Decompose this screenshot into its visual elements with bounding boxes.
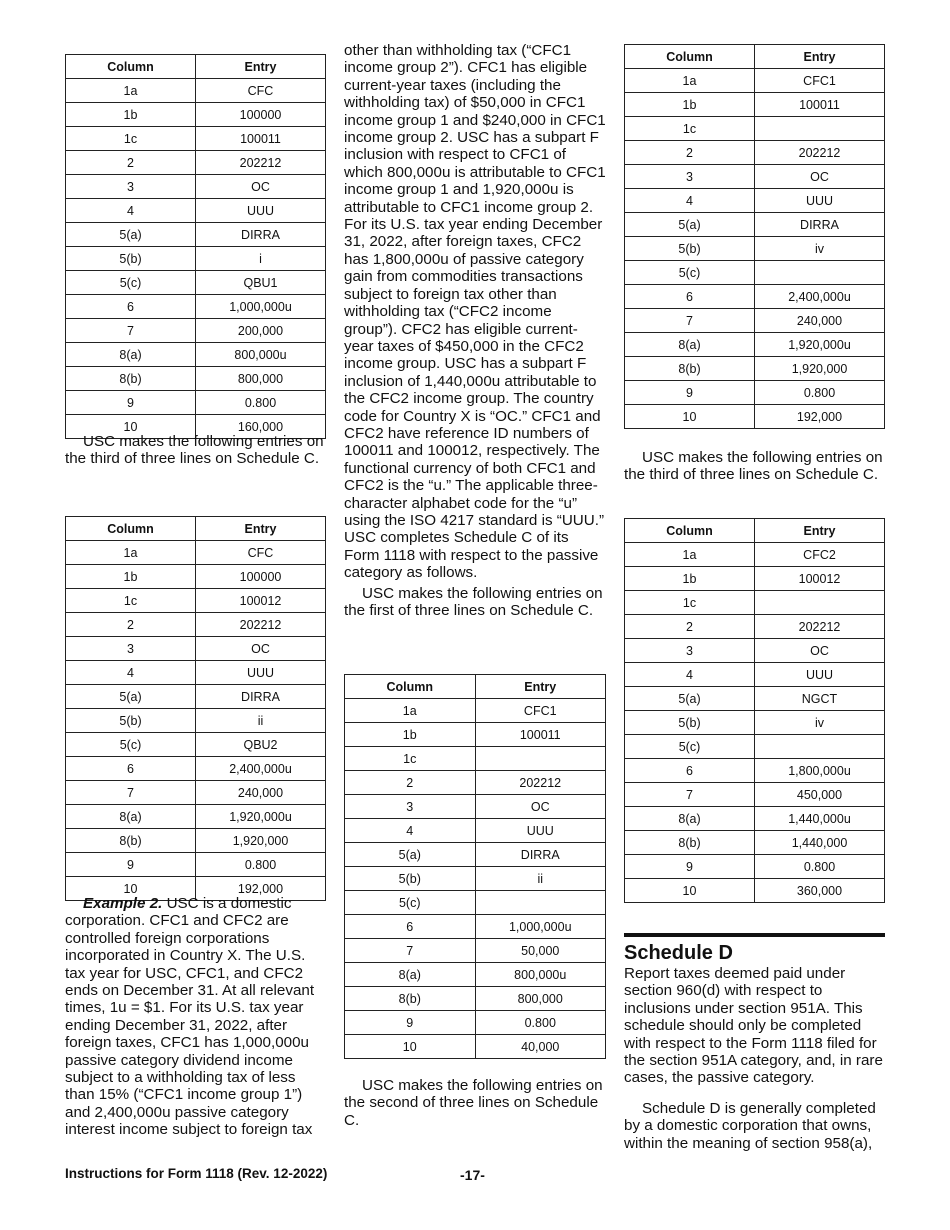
- table-row: [66, 367, 326, 391]
- example-2-continued-text: other than withholding tax (“CFC1 income group 2”). CFC1 has eligible current-year taxes (including the withholding tax) of $50,000 in CFC1 income group 1 and $240,000 in CFC1 income group 2. USC has a subpart F inclusion with respect to CFC1 of which 800,000u is attributable to CFC1 income group 1 and 1,920,000u is attributable to CFC1 income group 2. For its U.S. tax year ending December 31, 2022, after foreign taxes, CFC2 has 1,800,000u of passive category gain from commodities transactions subject to foreign tax other than withholding tax (“CFC2 income group”). CFC2 has eligible current-year taxes of $450,000 in the CFC2 income group. USC has a subpart F inclusion of 1,440,000u attributable to the CFC2 income group. The country code for Country X is “OC.” CFC1 and CFC2 have reference ID numbers of 100011 and 100012, respectively. The functional currency of both CFC1 and CFC2 is the “u.” The applicable three-character alphabet code for the “u” using the ISO 4217 standard is “UUU.” USC completes Schedule C of its Form 1118 with respect to the passive category as follows.: [344, 42, 606, 582]
- column-cell: 5(a): [625, 687, 755, 711]
- column-cell: 1a: [345, 699, 476, 723]
- column-cell: 8(b): [66, 829, 196, 853]
- entry-header: Entry: [475, 675, 606, 699]
- table-row: [66, 733, 326, 757]
- entry-cell: ii: [475, 867, 606, 891]
- column-cell: 2: [345, 771, 476, 795]
- table-row: [345, 843, 606, 867]
- table-row: [345, 819, 606, 843]
- table-row: [625, 333, 885, 357]
- column-cell: 7: [625, 783, 755, 807]
- table-row: [625, 735, 885, 759]
- schedule-c-table-cfc1-line1: [344, 674, 606, 1059]
- table-row: [625, 117, 885, 141]
- entry-cell: 0.800: [196, 391, 326, 415]
- footer-form-title: Instructions for Form 1118 (Rev. 12-2022): [65, 1166, 328, 1181]
- column-cell: 5(a): [66, 685, 196, 709]
- entry-cell: 202212: [196, 151, 326, 175]
- entry-cell: QBU1: [196, 271, 326, 295]
- entry-cell: 1,920,000u: [196, 805, 326, 829]
- entry-cell: 2,400,000u: [755, 285, 885, 309]
- table-row: [66, 709, 326, 733]
- column-cell: 7: [345, 939, 476, 963]
- column-cell: 8(b): [625, 831, 755, 855]
- example-2-label: Example 2.: [83, 895, 163, 912]
- entry-cell: 40,000: [475, 1035, 606, 1059]
- table-row: [625, 759, 885, 783]
- table-row: [345, 867, 606, 891]
- column-cell: 5(c): [66, 733, 196, 757]
- entry-cell: [755, 261, 885, 285]
- column-cell: 1b: [66, 565, 196, 589]
- entry-cell: DIRRA: [755, 213, 885, 237]
- column-cell: 7: [66, 319, 196, 343]
- table-row: [66, 757, 326, 781]
- column-cell: 10: [66, 415, 196, 439]
- column-cell: 10: [625, 879, 755, 903]
- entry-cell: OC: [196, 637, 326, 661]
- table-row: [66, 151, 326, 175]
- column-cell: 4: [66, 199, 196, 223]
- intro-third-line-text: USC makes the following entries on the third of three lines on Schedule C.: [65, 433, 324, 468]
- column-cell: 2: [66, 151, 196, 175]
- column-cell: 6: [345, 915, 476, 939]
- column-cell: 10: [66, 877, 196, 901]
- table-row: [345, 699, 606, 723]
- table-row: [66, 79, 326, 103]
- table-row: [66, 295, 326, 319]
- table-row: [66, 223, 326, 247]
- column-cell: 5(a): [66, 223, 196, 247]
- entry-cell: [475, 891, 606, 915]
- column-cell: 5(a): [625, 213, 755, 237]
- column-cell: 1a: [625, 69, 755, 93]
- table-header-row: [345, 675, 606, 699]
- column-cell: 1c: [66, 127, 196, 151]
- column-header: Column: [345, 675, 476, 699]
- entry-cell: OC: [196, 175, 326, 199]
- table-row: [66, 103, 326, 127]
- column-cell: 8(b): [345, 987, 476, 1011]
- column-cell: 5(c): [345, 891, 476, 915]
- column-cell: 1a: [66, 79, 196, 103]
- entry-cell: 50,000: [475, 939, 606, 963]
- entry-cell: CFC2: [755, 543, 885, 567]
- entry-cell: 360,000: [755, 879, 885, 903]
- column-cell: 5(a): [345, 843, 476, 867]
- table-header-row: [625, 45, 885, 69]
- schedule-c-table-cfc2-line3: [624, 518, 885, 903]
- column-cell: 9: [66, 853, 196, 877]
- entry-cell: OC: [755, 639, 885, 663]
- table-header-row: [625, 519, 885, 543]
- entry-cell: 450,000: [755, 783, 885, 807]
- column-cell: 8(a): [345, 963, 476, 987]
- schedule-c-table-cfc-qbu1: [65, 54, 326, 439]
- schedule-c-table-cfc-qbu2: [65, 516, 326, 901]
- column-cell: 1a: [66, 541, 196, 565]
- column-cell: 1b: [66, 103, 196, 127]
- table-row: [625, 69, 885, 93]
- table-row: [345, 963, 606, 987]
- entry-cell: 202212: [755, 615, 885, 639]
- table-row: [625, 189, 885, 213]
- entry-cell: 800,000u: [196, 343, 326, 367]
- table-row: [345, 771, 606, 795]
- table-row: [66, 613, 326, 637]
- column-cell: 3: [625, 639, 755, 663]
- entry-cell: 160,000: [196, 415, 326, 439]
- entry-cell: CFC: [196, 79, 326, 103]
- entry-cell: 1,000,000u: [196, 295, 326, 319]
- column-cell: 3: [66, 637, 196, 661]
- table-row: [66, 199, 326, 223]
- table-row: [66, 541, 326, 565]
- table-row: [625, 381, 885, 405]
- table-row: [66, 175, 326, 199]
- table-row: [625, 285, 885, 309]
- entry-cell: UUU: [196, 199, 326, 223]
- table-row: [66, 319, 326, 343]
- entry-cell: [755, 735, 885, 759]
- column-cell: 4: [625, 189, 755, 213]
- table-row: [625, 93, 885, 117]
- table-row: [66, 685, 326, 709]
- table-row: [66, 589, 326, 613]
- column-cell: 3: [345, 795, 476, 819]
- column-cell: 5(c): [66, 271, 196, 295]
- table-row: [625, 237, 885, 261]
- table-row: [66, 853, 326, 877]
- column-cell: 4: [66, 661, 196, 685]
- entry-cell: 200,000: [196, 319, 326, 343]
- column-cell: 4: [625, 663, 755, 687]
- column-cell: 1b: [345, 723, 476, 747]
- intro-first-line-text: USC makes the following entries on the first of three lines on Schedule C.: [344, 584, 603, 619]
- table-row: [66, 829, 326, 853]
- column-cell: 1a: [625, 543, 755, 567]
- column-cell: 8(b): [625, 357, 755, 381]
- entry-cell: i: [196, 247, 326, 271]
- entry-header: Entry: [755, 519, 885, 543]
- column-cell: 9: [625, 381, 755, 405]
- intro-third-line-text-right: USC makes the following entries on the third of three lines on Schedule C.: [624, 449, 883, 484]
- table-row: [625, 663, 885, 687]
- entry-cell: iv: [755, 711, 885, 735]
- entry-cell: OC: [475, 795, 606, 819]
- table-row: [625, 615, 885, 639]
- column-cell: 10: [625, 405, 755, 429]
- entry-cell: 1,800,000u: [755, 759, 885, 783]
- table-row: [66, 127, 326, 151]
- entry-cell: CFC1: [475, 699, 606, 723]
- column-header: Column: [625, 45, 755, 69]
- table-row: [345, 723, 606, 747]
- column-cell: 2: [625, 141, 755, 165]
- entry-cell: iv: [755, 237, 885, 261]
- entry-cell: UUU: [196, 661, 326, 685]
- entry-cell: 800,000u: [475, 963, 606, 987]
- entry-cell: ii: [196, 709, 326, 733]
- column-cell: 6: [66, 757, 196, 781]
- column-cell: 6: [625, 759, 755, 783]
- entry-cell: DIRRA: [196, 685, 326, 709]
- entry-header: Entry: [196, 55, 326, 79]
- column-cell: 1c: [625, 591, 755, 615]
- schedule-d-ownership-text: Schedule D is generally completed by a domestic corporation that owns, within the meaning of section 958(a),: [624, 1099, 876, 1152]
- column-cell: 9: [66, 391, 196, 415]
- entry-cell: 202212: [755, 141, 885, 165]
- entry-cell: QBU2: [196, 733, 326, 757]
- entry-cell: 1,920,000: [196, 829, 326, 853]
- table-row: [625, 261, 885, 285]
- table-row: [66, 781, 326, 805]
- entry-cell: [755, 591, 885, 615]
- table-row: [345, 939, 606, 963]
- table-row: [66, 343, 326, 367]
- entry-cell: 0.800: [475, 1011, 606, 1035]
- entry-cell: 1,440,000: [755, 831, 885, 855]
- entry-cell: [475, 747, 606, 771]
- table-row: [66, 271, 326, 295]
- entry-cell: 0.800: [755, 855, 885, 879]
- table-row: [625, 807, 885, 831]
- column-cell: 5(b): [625, 237, 755, 261]
- column-cell: 8(a): [625, 807, 755, 831]
- column-cell: 5(b): [66, 247, 196, 271]
- entry-cell: 100011: [475, 723, 606, 747]
- entry-cell: DIRRA: [196, 223, 326, 247]
- entry-cell: 100011: [196, 127, 326, 151]
- entry-cell: 1,000,000u: [475, 915, 606, 939]
- entry-cell: 192,000: [755, 405, 885, 429]
- column-cell: 2: [66, 613, 196, 637]
- entry-cell: UUU: [475, 819, 606, 843]
- column-cell: 8(a): [66, 343, 196, 367]
- column-cell: 5(b): [625, 711, 755, 735]
- entry-cell: 202212: [475, 771, 606, 795]
- table-row: [66, 637, 326, 661]
- table-row: [345, 891, 606, 915]
- table-row: [66, 565, 326, 589]
- entry-cell: 100000: [196, 103, 326, 127]
- table-row: [66, 805, 326, 829]
- entry-cell: 100012: [196, 589, 326, 613]
- column-cell: 5(c): [625, 735, 755, 759]
- table-row: [66, 391, 326, 415]
- table-row: [345, 987, 606, 1011]
- column-cell: 5(b): [66, 709, 196, 733]
- entry-cell: 100011: [755, 93, 885, 117]
- table-row: [625, 711, 885, 735]
- table-row: [625, 141, 885, 165]
- table-row: [625, 357, 885, 381]
- table-row: [625, 165, 885, 189]
- column-cell: 7: [66, 781, 196, 805]
- table-row: [345, 1035, 606, 1059]
- column-header: Column: [625, 519, 755, 543]
- column-cell: 3: [625, 165, 755, 189]
- column-cell: 8(a): [625, 333, 755, 357]
- column-cell: 9: [625, 855, 755, 879]
- entry-cell: UUU: [755, 663, 885, 687]
- column-cell: 1c: [625, 117, 755, 141]
- column-cell: 2: [625, 615, 755, 639]
- entry-cell: 1,440,000u: [755, 807, 885, 831]
- table-row: [66, 247, 326, 271]
- table-row: [345, 915, 606, 939]
- example-2-paragraph: [65, 895, 326, 1139]
- example-2-text: USC is a domestic corporation. CFC1 and CFC2 are controlled foreign corporations incorporated in Country X. The U.S. tax year for USC, CFC1, and CFC2 ends on December 31. At all relevant times, 1u = $1. For its U.S. tax year ending December 31, 2022, after foreign taxes, CFC1 has 1,000,000u passive category dividend income subject to a withholding tax of less than 15% (“CFC1 income group 1”) and 2,400,000u passive category interest income subject to foreign tax: [65, 895, 315, 1139]
- table-row: [625, 309, 885, 333]
- column-cell: 1c: [66, 589, 196, 613]
- entry-cell: OC: [755, 165, 885, 189]
- entry-cell: 240,000: [755, 309, 885, 333]
- column-cell: 9: [345, 1011, 476, 1035]
- table-row: [345, 795, 606, 819]
- table-row: [66, 661, 326, 685]
- column-header: Column: [66, 55, 196, 79]
- table-row: [345, 747, 606, 771]
- entry-cell: NGCT: [755, 687, 885, 711]
- table-row: [625, 855, 885, 879]
- entry-header: Entry: [196, 517, 326, 541]
- entry-cell: 202212: [196, 613, 326, 637]
- column-header: Column: [66, 517, 196, 541]
- table-row: [625, 543, 885, 567]
- table-header-row: [66, 517, 326, 541]
- page-number: -17-: [460, 1167, 485, 1183]
- schedule-c-table-cfc1-line2: [624, 44, 885, 429]
- column-cell: 10: [345, 1035, 476, 1059]
- table-row: [625, 831, 885, 855]
- entry-cell: 800,000: [475, 987, 606, 1011]
- column-cell: 6: [625, 285, 755, 309]
- table-row: [625, 213, 885, 237]
- column-cell: 6: [66, 295, 196, 319]
- intro-second-line-text: USC makes the following entries on the second of three lines on Schedule C.: [344, 1077, 603, 1129]
- entry-cell: 100012: [755, 567, 885, 591]
- column-cell: 5(b): [345, 867, 476, 891]
- entry-cell: UUU: [755, 189, 885, 213]
- column-cell: 8(a): [66, 805, 196, 829]
- table-row: [625, 687, 885, 711]
- entry-cell: 100000: [196, 565, 326, 589]
- column-cell: 1b: [625, 567, 755, 591]
- column-cell: 7: [625, 309, 755, 333]
- column-cell: 3: [66, 175, 196, 199]
- entry-cell: 192,000: [196, 877, 326, 901]
- table-row: [625, 879, 885, 903]
- table-row: [625, 405, 885, 429]
- entry-cell: 0.800: [755, 381, 885, 405]
- entry-cell: 0.800: [196, 853, 326, 877]
- column-cell: 1c: [345, 747, 476, 771]
- entry-cell: 240,000: [196, 781, 326, 805]
- table-row: [625, 639, 885, 663]
- table-header-row: [66, 55, 326, 79]
- column-cell: 1b: [625, 93, 755, 117]
- table-row: [625, 783, 885, 807]
- entry-cell: [755, 117, 885, 141]
- entry-cell: DIRRA: [475, 843, 606, 867]
- entry-cell: CFC: [196, 541, 326, 565]
- table-row: [625, 591, 885, 615]
- entry-cell: 1,920,000u: [755, 333, 885, 357]
- entry-header: Entry: [755, 45, 885, 69]
- table-row: [625, 567, 885, 591]
- entry-cell: 800,000: [196, 367, 326, 391]
- entry-cell: 2,400,000u: [196, 757, 326, 781]
- entry-cell: CFC1: [755, 69, 885, 93]
- column-cell: 8(b): [66, 367, 196, 391]
- schedule-d-intro-text: Report taxes deemed paid under section 960(d) with respect to inclusions under section 951A. This schedule should only be completed with respect to the Form 1118 filed for the section 951A category, and, in rare cases, the passive category.: [624, 965, 883, 1087]
- column-cell: 5(c): [625, 261, 755, 285]
- schedule-d-heading: Schedule D: [624, 933, 885, 965]
- entry-cell: 1,920,000: [755, 357, 885, 381]
- column-cell: 4: [345, 819, 476, 843]
- table-row: [345, 1011, 606, 1035]
